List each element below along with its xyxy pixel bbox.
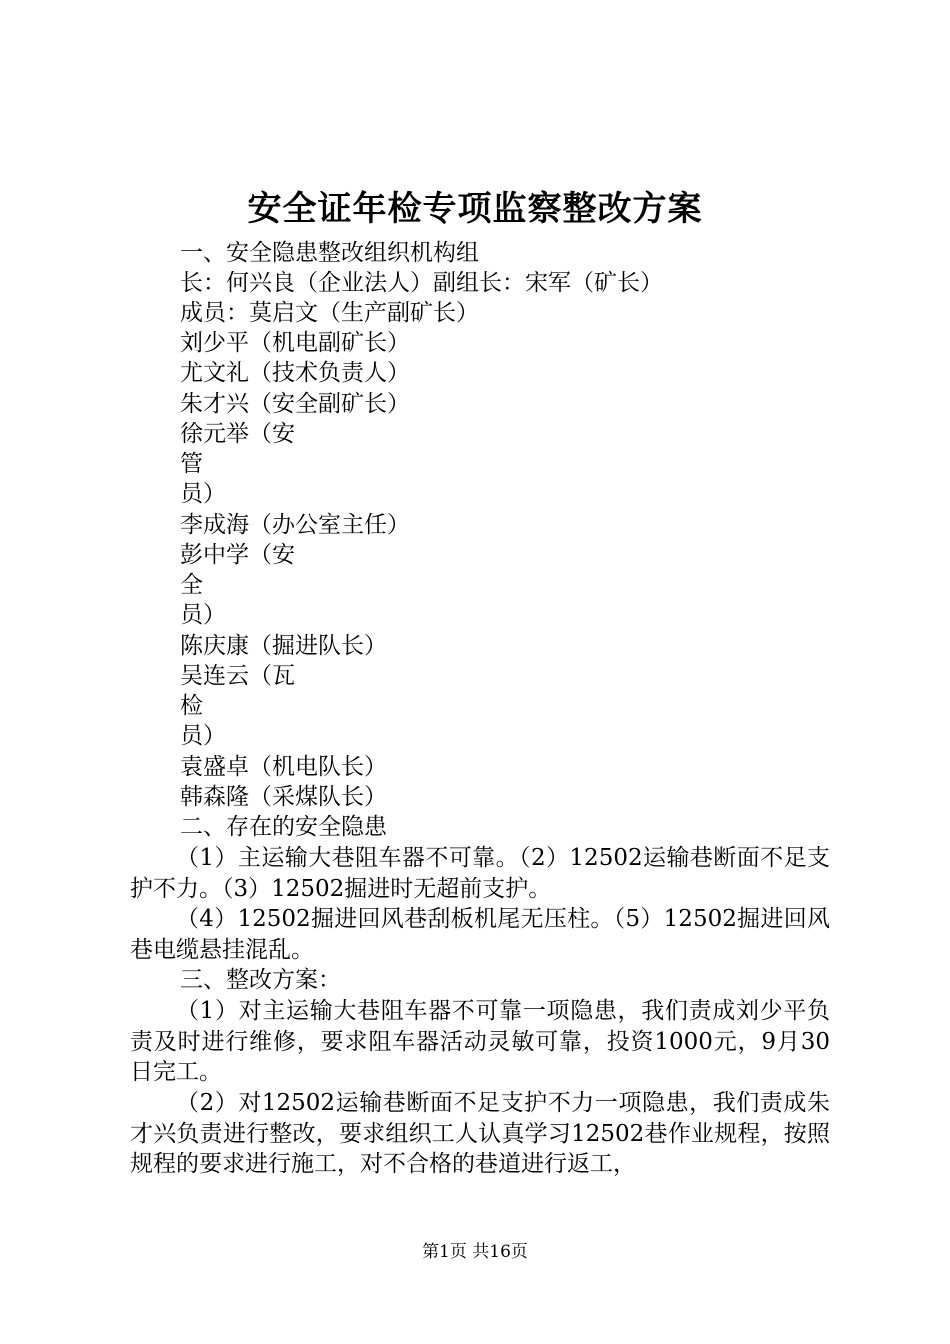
- plan-paragraph-2: （2）对12502运输巷断面不足支护不力一项隐患，我们责成朱才兴负责进行整改，要求组织工人认真学习12502巷作业规程，按照规程的要求进行施工，对不合格的巷道进行返工，: [130, 1090, 830, 1177]
- section-heading-plan: 三、整改方案：: [180, 967, 341, 993]
- hazards-paragraph-1: （1）主运输大巷阻车器不可靠。（2）12502运输巷断面不足支护不力。（3）12502掘进时无超前支护。: [130, 845, 830, 902]
- member-line: 彭中学（安: [180, 542, 295, 568]
- member-line: 管: [180, 451, 203, 477]
- section-heading-organization: 一、安全隐患整改组织机构组: [180, 240, 479, 266]
- member-line: 尤文礼（技术负责人）: [180, 360, 410, 386]
- member-line: 刘少平（机电副矿长）: [180, 330, 410, 356]
- member-line: 李成海（办公室主任）: [180, 512, 410, 538]
- member-line: 全: [180, 572, 203, 598]
- member-line: 朱才兴（安全副矿长）: [180, 391, 410, 417]
- hazards-paragraph-2: （4）12502掘进回风巷刮板机尾无压柱。（5）12502掘进回风巷电缆悬挂混乱。: [130, 906, 830, 963]
- document-title: 安全证年检专项监察整改方案: [247, 189, 703, 229]
- member-line: 员）: [180, 481, 226, 507]
- member-line: 检: [180, 693, 203, 719]
- member-line: 员）: [180, 602, 226, 628]
- member-line: 袁盛卓（机电队长）: [180, 754, 387, 780]
- member-line: 员）: [180, 723, 226, 749]
- leaders-line: 长：何兴良（企业法人）副组长：宋军（矿长）: [180, 270, 663, 296]
- member-line: 陈庆康（掘进队长）: [180, 633, 387, 659]
- member-line: 韩森隆（采煤队长）: [180, 784, 387, 810]
- member-line: 徐元举（安: [180, 421, 295, 447]
- page-footer: 第1页 共16页: [422, 1242, 528, 1262]
- section-heading-hazards: 二、存在的安全隐患: [180, 814, 387, 840]
- member-line: 吴连云（瓦: [180, 663, 295, 689]
- plan-paragraph-1: （1）对主运输大巷阻车器不可靠一项隐患，我们责成刘少平负责及时进行维修，要求阻车器活动灵敏可靠，投资1000元，9月30日完工。: [130, 998, 830, 1085]
- member-line: 成员：莫启文（生产副矿长）: [180, 300, 479, 326]
